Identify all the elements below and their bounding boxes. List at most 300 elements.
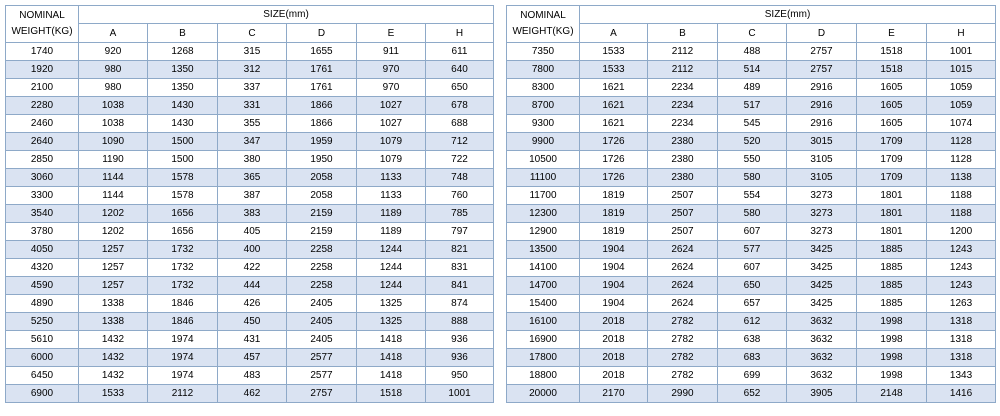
h-cell: 1074: [927, 115, 996, 133]
b-cell: 2112: [148, 385, 218, 403]
table-row: [507, 43, 996, 61]
a-cell: 2170: [580, 385, 648, 403]
b-cell: 1578: [148, 187, 218, 205]
nominal-weight-cell: 12900: [507, 223, 580, 241]
table-row: [507, 79, 996, 97]
h-cell: 1138: [927, 169, 996, 187]
c-cell: 683: [718, 349, 787, 367]
h-cell: 678: [426, 97, 494, 115]
e-cell: 1418: [357, 331, 426, 349]
h-cell: 785: [426, 205, 494, 223]
e-cell: 1189: [357, 223, 426, 241]
e-cell: 1418: [357, 367, 426, 385]
column-header-h: H: [927, 24, 996, 43]
a-cell: 1432: [79, 367, 148, 385]
d-cell: 3425: [787, 241, 857, 259]
nominal-weight-cell: 17800: [507, 349, 580, 367]
nominal-weight-cell: 3780: [6, 223, 79, 241]
b-cell: 1974: [148, 331, 218, 349]
c-cell: 657: [718, 295, 787, 313]
e-cell: 1605: [857, 79, 927, 97]
a-cell: 1726: [580, 151, 648, 169]
d-cell: 1655: [287, 43, 357, 61]
table-row: [507, 97, 996, 115]
nominal-weight-cell: 5610: [6, 331, 79, 349]
d-cell: 3105: [787, 169, 857, 187]
column-header-e: E: [857, 24, 927, 43]
column-header-b: B: [148, 24, 218, 43]
h-cell: 874: [426, 295, 494, 313]
c-cell: 545: [718, 115, 787, 133]
a-cell: 1144: [79, 187, 148, 205]
h-cell: 1318: [927, 331, 996, 349]
nominal-header-line2: WEIGHT(KG): [512, 26, 574, 37]
h-cell: 1001: [927, 43, 996, 61]
nominal-weight-cell: 7350: [507, 43, 580, 61]
e-cell: 1801: [857, 205, 927, 223]
e-cell: 1244: [357, 241, 426, 259]
d-cell: 2258: [287, 277, 357, 295]
e-cell: 1801: [857, 187, 927, 205]
d-cell: 2405: [287, 313, 357, 331]
a-cell: 1621: [580, 79, 648, 97]
a-cell: 2018: [580, 331, 648, 349]
b-cell: 1656: [148, 223, 218, 241]
right-spec-table: [506, 5, 996, 403]
table-row: [507, 205, 996, 223]
a-cell: 1904: [580, 295, 648, 313]
nominal-weight-cell: 7800: [507, 61, 580, 79]
e-cell: 1518: [857, 61, 927, 79]
table-row: [6, 169, 494, 187]
table-row: [6, 385, 494, 403]
nominal-weight-cell: 6900: [6, 385, 79, 403]
table-row: [6, 205, 494, 223]
d-cell: 1866: [287, 97, 357, 115]
e-cell: 1133: [357, 169, 426, 187]
b-cell: 1732: [148, 241, 218, 259]
table-row: [507, 259, 996, 277]
a-cell: 2018: [580, 349, 648, 367]
table-row: [507, 295, 996, 313]
c-cell: 431: [218, 331, 287, 349]
table-row: [6, 295, 494, 313]
h-cell: 650: [426, 79, 494, 97]
table-row: [507, 169, 996, 187]
nominal-weight-cell: 6450: [6, 367, 79, 385]
b-cell: 1430: [148, 97, 218, 115]
table-row: [6, 277, 494, 295]
b-cell: 2782: [648, 367, 718, 385]
column-header-a: A: [79, 24, 148, 43]
e-cell: 1709: [857, 151, 927, 169]
b-cell: 2234: [648, 97, 718, 115]
d-cell: 1761: [287, 61, 357, 79]
nominal-weight-header: [507, 6, 580, 43]
b-cell: 1656: [148, 205, 218, 223]
c-cell: 457: [218, 349, 287, 367]
b-cell: 2112: [648, 61, 718, 79]
column-header-d: D: [287, 24, 357, 43]
nominal-weight-cell: 1920: [6, 61, 79, 79]
a-cell: 1819: [580, 205, 648, 223]
a-cell: 1257: [79, 259, 148, 277]
a-cell: 2018: [580, 313, 648, 331]
d-cell: 1761: [287, 79, 357, 97]
b-cell: 1268: [148, 43, 218, 61]
d-cell: 3632: [787, 331, 857, 349]
a-cell: 1202: [79, 205, 148, 223]
c-cell: 383: [218, 205, 287, 223]
a-cell: 1432: [79, 349, 148, 367]
c-cell: 520: [718, 133, 787, 151]
e-cell: 911: [357, 43, 426, 61]
nominal-weight-cell: 9300: [507, 115, 580, 133]
e-cell: 1325: [357, 295, 426, 313]
e-cell: 970: [357, 79, 426, 97]
table-row: [507, 187, 996, 205]
d-cell: 3425: [787, 295, 857, 313]
nominal-weight-cell: 4890: [6, 295, 79, 313]
table-row: [507, 133, 996, 151]
table-row: [507, 385, 996, 403]
b-cell: 2507: [648, 223, 718, 241]
c-cell: 387: [218, 187, 287, 205]
b-cell: 2234: [648, 115, 718, 133]
h-cell: 1243: [927, 241, 996, 259]
c-cell: 607: [718, 259, 787, 277]
c-cell: 488: [718, 43, 787, 61]
e-cell: 1325: [357, 313, 426, 331]
h-cell: 936: [426, 331, 494, 349]
e-cell: 1079: [357, 133, 426, 151]
nominal-weight-cell: 15400: [507, 295, 580, 313]
d-cell: 2757: [287, 385, 357, 403]
b-cell: 1578: [148, 169, 218, 187]
table-row: [6, 349, 494, 367]
nominal-header-line1: NOMINAL: [19, 10, 65, 21]
d-cell: 1866: [287, 115, 357, 133]
a-cell: 1257: [79, 241, 148, 259]
table-row: [507, 367, 996, 385]
e-cell: 1244: [357, 259, 426, 277]
b-cell: 2624: [648, 295, 718, 313]
h-cell: 1200: [927, 223, 996, 241]
b-cell: 2624: [648, 241, 718, 259]
b-cell: 1350: [148, 79, 218, 97]
b-cell: 1974: [148, 349, 218, 367]
e-cell: 1418: [357, 349, 426, 367]
d-cell: 2405: [287, 295, 357, 313]
nominal-weight-cell: 12300: [507, 205, 580, 223]
e-cell: 1885: [857, 259, 927, 277]
a-cell: 1432: [79, 331, 148, 349]
a-cell: 1904: [580, 259, 648, 277]
table-row: [507, 331, 996, 349]
h-cell: 712: [426, 133, 494, 151]
e-cell: 1189: [357, 205, 426, 223]
e-cell: 1079: [357, 151, 426, 169]
d-cell: 2258: [287, 241, 357, 259]
d-cell: 3425: [787, 277, 857, 295]
e-cell: 1518: [857, 43, 927, 61]
c-cell: 365: [218, 169, 287, 187]
table-row: [6, 151, 494, 169]
a-cell: 1726: [580, 133, 648, 151]
d-cell: 3632: [787, 367, 857, 385]
e-cell: 1709: [857, 133, 927, 151]
h-cell: 1001: [426, 385, 494, 403]
b-cell: 2380: [648, 133, 718, 151]
e-cell: 1801: [857, 223, 927, 241]
c-cell: 612: [718, 313, 787, 331]
b-cell: 1500: [148, 133, 218, 151]
c-cell: 337: [218, 79, 287, 97]
d-cell: 1959: [287, 133, 357, 151]
nominal-weight-cell: 16100: [507, 313, 580, 331]
c-cell: 607: [718, 223, 787, 241]
nominal-weight-header: [6, 6, 79, 43]
b-cell: 2234: [648, 79, 718, 97]
nominal-weight-cell: 4320: [6, 259, 79, 277]
nominal-weight-cell: 14700: [507, 277, 580, 295]
d-cell: 2159: [287, 223, 357, 241]
c-cell: 517: [718, 97, 787, 115]
e-cell: 1885: [857, 241, 927, 259]
d-cell: 3105: [787, 151, 857, 169]
table-row: [507, 241, 996, 259]
c-cell: 315: [218, 43, 287, 61]
e-cell: 1998: [857, 331, 927, 349]
nominal-weight-cell: 16900: [507, 331, 580, 349]
c-cell: 426: [218, 295, 287, 313]
d-cell: 3273: [787, 187, 857, 205]
nominal-weight-cell: 11700: [507, 187, 580, 205]
nominal-weight-cell: 10500: [507, 151, 580, 169]
table-row: [6, 187, 494, 205]
b-cell: 2782: [648, 349, 718, 367]
h-cell: 640: [426, 61, 494, 79]
e-cell: 1605: [857, 115, 927, 133]
c-cell: 580: [718, 205, 787, 223]
b-cell: 2380: [648, 169, 718, 187]
a-cell: 1533: [580, 43, 648, 61]
nominal-weight-cell: 8700: [507, 97, 580, 115]
c-cell: 355: [218, 115, 287, 133]
c-cell: 347: [218, 133, 287, 151]
e-cell: 2148: [857, 385, 927, 403]
a-cell: 1726: [580, 169, 648, 187]
table-row: [6, 313, 494, 331]
e-cell: 970: [357, 61, 426, 79]
c-cell: 699: [718, 367, 787, 385]
d-cell: 1950: [287, 151, 357, 169]
a-cell: 1621: [580, 97, 648, 115]
table-row: [6, 79, 494, 97]
a-cell: 1038: [79, 115, 148, 133]
c-cell: 650: [718, 277, 787, 295]
nominal-weight-cell: 9900: [507, 133, 580, 151]
h-cell: 1243: [927, 259, 996, 277]
table-row: [6, 241, 494, 259]
h-cell: 1263: [927, 295, 996, 313]
d-cell: 3015: [787, 133, 857, 151]
nominal-weight-cell: 3540: [6, 205, 79, 223]
nominal-weight-cell: 6000: [6, 349, 79, 367]
nominal-weight-cell: 8300: [507, 79, 580, 97]
nominal-weight-cell: 2460: [6, 115, 79, 133]
a-cell: 1904: [580, 277, 648, 295]
h-cell: 1188: [927, 187, 996, 205]
column-header-c: C: [718, 24, 787, 43]
a-cell: 1038: [79, 97, 148, 115]
h-cell: 797: [426, 223, 494, 241]
c-cell: 450: [218, 313, 287, 331]
size-header: SIZE(mm): [79, 6, 494, 24]
h-cell: 950: [426, 367, 494, 385]
d-cell: 3905: [787, 385, 857, 403]
d-cell: 3425: [787, 259, 857, 277]
d-cell: 2577: [287, 367, 357, 385]
d-cell: 3632: [787, 349, 857, 367]
c-cell: 400: [218, 241, 287, 259]
column-header-b: B: [648, 24, 718, 43]
a-cell: 1202: [79, 223, 148, 241]
d-cell: 2405: [287, 331, 357, 349]
nominal-weight-cell: 11100: [507, 169, 580, 187]
h-cell: 841: [426, 277, 494, 295]
c-cell: 380: [218, 151, 287, 169]
e-cell: 1709: [857, 169, 927, 187]
e-cell: 1133: [357, 187, 426, 205]
d-cell: 2058: [287, 187, 357, 205]
h-cell: 722: [426, 151, 494, 169]
e-cell: 1998: [857, 349, 927, 367]
size-header: SIZE(mm): [580, 6, 996, 24]
h-cell: 1243: [927, 277, 996, 295]
b-cell: 1732: [148, 277, 218, 295]
table-row: [507, 223, 996, 241]
b-cell: 1500: [148, 151, 218, 169]
h-cell: 1059: [927, 97, 996, 115]
h-cell: 1015: [927, 61, 996, 79]
d-cell: 2916: [787, 115, 857, 133]
b-cell: 1974: [148, 367, 218, 385]
nominal-weight-cell: 20000: [507, 385, 580, 403]
e-cell: 1885: [857, 277, 927, 295]
c-cell: 405: [218, 223, 287, 241]
left-spec-table: [5, 5, 494, 403]
a-cell: 1533: [580, 61, 648, 79]
nominal-weight-cell: 1740: [6, 43, 79, 61]
h-cell: 1318: [927, 349, 996, 367]
b-cell: 1350: [148, 61, 218, 79]
h-cell: 1128: [927, 151, 996, 169]
nominal-weight-cell: 2850: [6, 151, 79, 169]
nominal-weight-cell: 18800: [507, 367, 580, 385]
table-row: [6, 223, 494, 241]
a-cell: 2018: [580, 367, 648, 385]
e-cell: 1027: [357, 115, 426, 133]
nominal-weight-cell: 4050: [6, 241, 79, 259]
table-row: [6, 43, 494, 61]
h-cell: 1318: [927, 313, 996, 331]
a-cell: 1144: [79, 169, 148, 187]
b-cell: 2782: [648, 313, 718, 331]
table-row: [6, 61, 494, 79]
d-cell: 3632: [787, 313, 857, 331]
h-cell: 688: [426, 115, 494, 133]
b-cell: 1430: [148, 115, 218, 133]
a-cell: 1338: [79, 313, 148, 331]
column-header-e: E: [357, 24, 426, 43]
d-cell: 2916: [787, 79, 857, 97]
c-cell: 514: [718, 61, 787, 79]
a-cell: 980: [79, 61, 148, 79]
b-cell: 2624: [648, 259, 718, 277]
d-cell: 3273: [787, 223, 857, 241]
a-cell: 1819: [580, 223, 648, 241]
table-row: [507, 349, 996, 367]
b-cell: 2507: [648, 205, 718, 223]
nominal-weight-cell: 5250: [6, 313, 79, 331]
nominal-weight-cell: 3300: [6, 187, 79, 205]
c-cell: 444: [218, 277, 287, 295]
e-cell: 1027: [357, 97, 426, 115]
b-cell: 2990: [648, 385, 718, 403]
nominal-weight-cell: 4590: [6, 277, 79, 295]
nominal-weight-cell: 2640: [6, 133, 79, 151]
table-row: [6, 331, 494, 349]
table-row: [507, 151, 996, 169]
d-cell: 3273: [787, 205, 857, 223]
c-cell: 462: [218, 385, 287, 403]
table-row: [6, 367, 494, 385]
c-cell: 331: [218, 97, 287, 115]
h-cell: 888: [426, 313, 494, 331]
table-row: [6, 259, 494, 277]
nominal-weight-cell: 14100: [507, 259, 580, 277]
b-cell: 2782: [648, 331, 718, 349]
e-cell: 1885: [857, 295, 927, 313]
b-cell: 1846: [148, 295, 218, 313]
h-cell: 1059: [927, 79, 996, 97]
b-cell: 2380: [648, 151, 718, 169]
a-cell: 1190: [79, 151, 148, 169]
e-cell: 1998: [857, 313, 927, 331]
h-cell: 1416: [927, 385, 996, 403]
a-cell: 1338: [79, 295, 148, 313]
h-cell: 748: [426, 169, 494, 187]
h-cell: 821: [426, 241, 494, 259]
nominal-weight-cell: 2280: [6, 97, 79, 115]
a-cell: 980: [79, 79, 148, 97]
c-cell: 550: [718, 151, 787, 169]
right-table-body: [507, 43, 996, 403]
b-cell: 1846: [148, 313, 218, 331]
a-cell: 1819: [580, 187, 648, 205]
a-cell: 1533: [79, 385, 148, 403]
d-cell: 2577: [287, 349, 357, 367]
c-cell: 638: [718, 331, 787, 349]
nominal-weight-cell: 2100: [6, 79, 79, 97]
d-cell: 2258: [287, 259, 357, 277]
h-cell: 936: [426, 349, 494, 367]
d-cell: 2916: [787, 97, 857, 115]
h-cell: 611: [426, 43, 494, 61]
table-row: [6, 133, 494, 151]
table-row: [507, 313, 996, 331]
